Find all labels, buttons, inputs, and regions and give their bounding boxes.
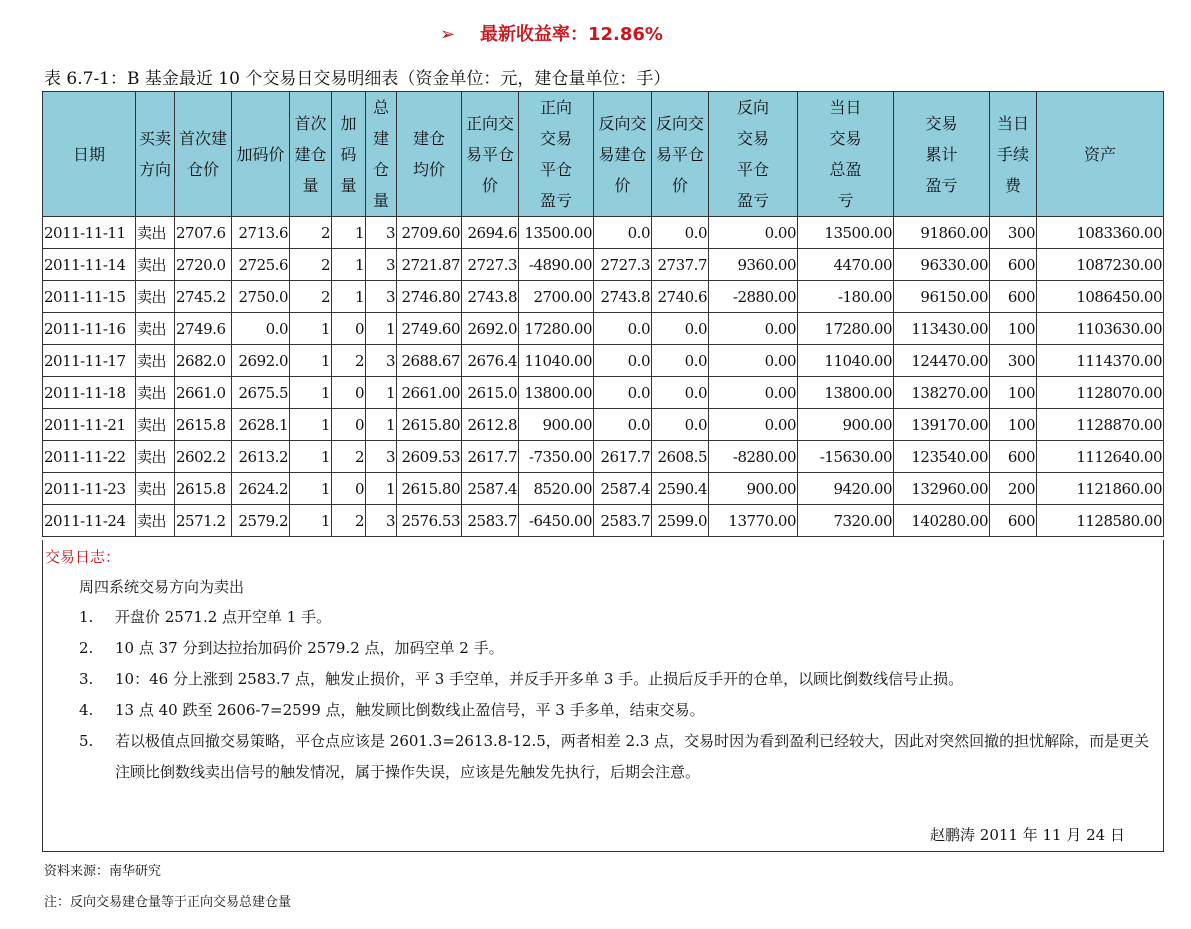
table-cell: 0.00 bbox=[709, 345, 798, 377]
column-header: 加码价 bbox=[232, 92, 290, 217]
table-cell: 卖出 bbox=[136, 473, 175, 505]
table-cell: 0.0 bbox=[652, 217, 709, 249]
table-cell: 100 bbox=[990, 313, 1037, 345]
table-cell: 124470.00 bbox=[894, 345, 990, 377]
table-cell: 2615.80 bbox=[397, 409, 462, 441]
table-cell: 2 bbox=[290, 217, 332, 249]
table-cell: 96330.00 bbox=[894, 249, 990, 281]
table-cell: 0.0 bbox=[652, 409, 709, 441]
table-cell: 1 bbox=[366, 313, 397, 345]
table-cell: 900.00 bbox=[798, 409, 894, 441]
table-cell: -7350.00 bbox=[519, 441, 594, 473]
table-row bbox=[43, 249, 1164, 281]
table-cell: 1128070.00 bbox=[1037, 377, 1164, 409]
table-cell: 卖出 bbox=[136, 281, 175, 313]
table-cell: 113430.00 bbox=[894, 313, 990, 345]
table-cell: 13800.00 bbox=[519, 377, 594, 409]
table-cell: 0.0 bbox=[594, 409, 652, 441]
log-item-number: 5. bbox=[79, 732, 94, 750]
table-cell: 13800.00 bbox=[798, 377, 894, 409]
table-cell: 9360.00 bbox=[709, 249, 798, 281]
column-header: 买卖方向 bbox=[136, 92, 175, 217]
table-cell: 3 bbox=[366, 345, 397, 377]
table-cell: 139170.00 bbox=[894, 409, 990, 441]
table-cell: 2707.6 bbox=[175, 217, 232, 249]
table-row bbox=[43, 377, 1164, 409]
table-cell: 卖出 bbox=[136, 441, 175, 473]
table-cell: 2617.7 bbox=[462, 441, 519, 473]
table-cell: 1 bbox=[290, 345, 332, 377]
table-cell: 600 bbox=[990, 505, 1037, 537]
log-item bbox=[79, 695, 1164, 726]
column-header: 日期 bbox=[43, 92, 136, 217]
table-cell: 2612.8 bbox=[462, 409, 519, 441]
table-cell: 138270.00 bbox=[894, 377, 990, 409]
trade-detail-table bbox=[42, 91, 1164, 537]
column-header: 当日手续费 bbox=[990, 92, 1037, 217]
table-cell: 2583.7 bbox=[594, 505, 652, 537]
table-cell: 1086450.00 bbox=[1037, 281, 1164, 313]
table-cell: 卖出 bbox=[136, 249, 175, 281]
table-cell: 2692.0 bbox=[232, 345, 290, 377]
table-cell: 17280.00 bbox=[798, 313, 894, 345]
table-cell: 1 bbox=[366, 473, 397, 505]
table-cell: 2615.0 bbox=[462, 377, 519, 409]
table-cell: 2599.0 bbox=[652, 505, 709, 537]
table-cell: 2617.7 bbox=[594, 441, 652, 473]
table-cell: 2725.6 bbox=[232, 249, 290, 281]
table-row bbox=[43, 409, 1164, 441]
table-cell: 2692.0 bbox=[462, 313, 519, 345]
log-item-number: 1. bbox=[79, 608, 94, 626]
table-cell: -180.00 bbox=[798, 281, 894, 313]
table-cell: 2579.2 bbox=[232, 505, 290, 537]
table-cell: 0.00 bbox=[709, 313, 798, 345]
table-cell: 11040.00 bbox=[519, 345, 594, 377]
table-cell: 2615.8 bbox=[175, 473, 232, 505]
table-cell: 2750.0 bbox=[232, 281, 290, 313]
table-cell: 3 bbox=[366, 281, 397, 313]
table-cell: 2583.7 bbox=[462, 505, 519, 537]
table-cell: 2587.4 bbox=[462, 473, 519, 505]
table-row bbox=[43, 313, 1164, 345]
table-cell: 2700.00 bbox=[519, 281, 594, 313]
table-cell: 2624.2 bbox=[232, 473, 290, 505]
table-cell: 9420.00 bbox=[798, 473, 894, 505]
table-cell: 2694.6 bbox=[462, 217, 519, 249]
table-cell: 0.0 bbox=[594, 217, 652, 249]
table-cell: 900.00 bbox=[519, 409, 594, 441]
table-cell: 3 bbox=[366, 249, 397, 281]
table-caption: 表 6.7-1：B 基金最近 10 个交易日交易明细表（资金单位：元，建仓量单位：手） bbox=[44, 69, 671, 89]
table-cell: 1087230.00 bbox=[1037, 249, 1164, 281]
table-cell: 2587.4 bbox=[594, 473, 652, 505]
table-cell: 2628.1 bbox=[232, 409, 290, 441]
table-cell: 2576.53 bbox=[397, 505, 462, 537]
table-cell: 100 bbox=[990, 409, 1037, 441]
table-cell: 0.00 bbox=[709, 409, 798, 441]
table-cell: 2682.0 bbox=[175, 345, 232, 377]
table-cell: -2880.00 bbox=[709, 281, 798, 313]
table-cell: 1 bbox=[366, 377, 397, 409]
table-cell: 0.0 bbox=[652, 313, 709, 345]
table-cell: 卖出 bbox=[136, 505, 175, 537]
table-row bbox=[43, 473, 1164, 505]
column-header: 交易累计盈亏 bbox=[894, 92, 990, 217]
table-cell: 200 bbox=[990, 473, 1037, 505]
table-cell: 2 bbox=[332, 441, 366, 473]
table-cell: 4470.00 bbox=[798, 249, 894, 281]
table-cell: 卖出 bbox=[136, 377, 175, 409]
table-cell: 2011-11-24 bbox=[43, 505, 136, 537]
log-item bbox=[79, 602, 1164, 633]
table-cell: 2709.60 bbox=[397, 217, 462, 249]
table-cell: 1128870.00 bbox=[1037, 409, 1164, 441]
table-cell: 7320.00 bbox=[798, 505, 894, 537]
latest-return-rate: 最新收益率：12.86% bbox=[480, 24, 663, 45]
table-cell: -6450.00 bbox=[519, 505, 594, 537]
table-cell: 1 bbox=[332, 249, 366, 281]
log-item-number: 3. bbox=[79, 670, 94, 688]
table-cell: 1128580.00 bbox=[1037, 505, 1164, 537]
table-cell: 1 bbox=[290, 313, 332, 345]
arrow-bullet-icon: ➢ bbox=[440, 24, 456, 45]
table-cell: 132960.00 bbox=[894, 473, 990, 505]
table-cell: 0 bbox=[332, 377, 366, 409]
table-cell: 2590.4 bbox=[652, 473, 709, 505]
table-row bbox=[43, 345, 1164, 377]
table-cell: 300 bbox=[990, 345, 1037, 377]
table-cell: 2011-11-18 bbox=[43, 377, 136, 409]
table-cell: 0.0 bbox=[232, 313, 290, 345]
log-item-text: 开盘价 2571.2 点开空单 1 手。 bbox=[115, 608, 332, 626]
table-cell: 600 bbox=[990, 441, 1037, 473]
table-cell: 2675.5 bbox=[232, 377, 290, 409]
table-cell: 1 bbox=[290, 377, 332, 409]
table-cell: 0 bbox=[332, 473, 366, 505]
table-cell: 140280.00 bbox=[894, 505, 990, 537]
table-cell: 1 bbox=[332, 281, 366, 313]
table-cell: 1 bbox=[290, 409, 332, 441]
column-header: 首次建仓量 bbox=[290, 92, 332, 217]
table-cell: 3 bbox=[366, 441, 397, 473]
table-cell: 2745.2 bbox=[175, 281, 232, 313]
table-cell: 0.0 bbox=[652, 345, 709, 377]
table-row bbox=[43, 281, 1164, 313]
table-cell: 11040.00 bbox=[798, 345, 894, 377]
table-cell: 2613.2 bbox=[232, 441, 290, 473]
table-cell: 1103630.00 bbox=[1037, 313, 1164, 345]
table-cell: 2749.60 bbox=[397, 313, 462, 345]
table-cell: -8280.00 bbox=[709, 441, 798, 473]
table-cell: 1121860.00 bbox=[1037, 473, 1164, 505]
column-header: 当日交易总盈亏 bbox=[798, 92, 894, 217]
table-cell: 1 bbox=[290, 505, 332, 537]
table-cell: 2011-11-15 bbox=[43, 281, 136, 313]
table-cell: 123540.00 bbox=[894, 441, 990, 473]
table-cell: 600 bbox=[990, 281, 1037, 313]
log-item-number: 4. bbox=[79, 701, 94, 719]
table-cell: 96150.00 bbox=[894, 281, 990, 313]
table-cell: 卖出 bbox=[136, 345, 175, 377]
table-cell: 13500.00 bbox=[519, 217, 594, 249]
source-note: 资料来源：南华研究 bbox=[44, 864, 162, 879]
column-header: 正向交易平仓盈亏 bbox=[519, 92, 594, 217]
table-cell: 2661.0 bbox=[175, 377, 232, 409]
table-cell: 0.0 bbox=[594, 377, 652, 409]
table-cell: 91860.00 bbox=[894, 217, 990, 249]
log-item-text: 10 点 37 分到达拉抬加码价 2579.2 点，加码空单 2 手。 bbox=[115, 639, 504, 657]
table-cell: 2743.8 bbox=[462, 281, 519, 313]
log-item-text: 13 点 40 跌至 2606-7=2599 点，触发顾比倒数线止盈信号，平 3 手多单，结束交易。 bbox=[115, 701, 705, 719]
table-cell: 2 bbox=[332, 505, 366, 537]
table-cell: -4890.00 bbox=[519, 249, 594, 281]
table-cell: 2011-11-21 bbox=[43, 409, 136, 441]
table-cell: 2609.53 bbox=[397, 441, 462, 473]
table-cell: 2571.2 bbox=[175, 505, 232, 537]
footnote: 注：反向交易建仓量等于正向交易总建仓量 bbox=[44, 895, 292, 910]
table-cell: 2720.0 bbox=[175, 249, 232, 281]
table-cell: 卖出 bbox=[136, 217, 175, 249]
table-cell: 0.0 bbox=[594, 313, 652, 345]
headline bbox=[440, 20, 663, 46]
table-cell: 2011-11-16 bbox=[43, 313, 136, 345]
table-cell: 2688.67 bbox=[397, 345, 462, 377]
table-cell: 2721.87 bbox=[397, 249, 462, 281]
log-item-text: 10：46 分上涨到 2583.7 点，触发止损价，平 3 手空单，并反手开多单 3 手。止损后反手开的仓单，以顾比倒数线信号止损。 bbox=[115, 670, 964, 688]
table-cell: 2713.6 bbox=[232, 217, 290, 249]
table-cell: 2011-11-22 bbox=[43, 441, 136, 473]
log-item bbox=[79, 633, 1164, 664]
table-cell: 8520.00 bbox=[519, 473, 594, 505]
log-item bbox=[79, 664, 1164, 695]
column-header: 建仓均价 bbox=[397, 92, 462, 217]
trade-log bbox=[42, 540, 1164, 852]
table-cell: 0.00 bbox=[709, 217, 798, 249]
table-cell: 13770.00 bbox=[709, 505, 798, 537]
table-cell: 卖出 bbox=[136, 313, 175, 345]
table-cell: 1 bbox=[290, 473, 332, 505]
table-cell: 0 bbox=[332, 409, 366, 441]
table-cell: 1083360.00 bbox=[1037, 217, 1164, 249]
table-cell: -15630.00 bbox=[798, 441, 894, 473]
column-header: 反向交易平仓价 bbox=[652, 92, 709, 217]
table-cell: 2011-11-14 bbox=[43, 249, 136, 281]
column-header: 正向交易平仓价 bbox=[462, 92, 519, 217]
table-cell: 0 bbox=[332, 313, 366, 345]
table-cell: 2 bbox=[290, 249, 332, 281]
table-cell: 1 bbox=[290, 441, 332, 473]
table-cell: 900.00 bbox=[709, 473, 798, 505]
table-cell: 2615.8 bbox=[175, 409, 232, 441]
log-signature: 赵鹏涛 2011 年 11 月 24 日 bbox=[930, 826, 1125, 844]
table-cell: 17280.00 bbox=[519, 313, 594, 345]
table-cell: 2661.00 bbox=[397, 377, 462, 409]
table-cell: 2676.4 bbox=[462, 345, 519, 377]
column-header: 加码量 bbox=[332, 92, 366, 217]
table-cell: 100 bbox=[990, 377, 1037, 409]
table-cell: 1 bbox=[332, 217, 366, 249]
log-item-number: 2. bbox=[79, 639, 94, 657]
table-cell: 0.0 bbox=[652, 377, 709, 409]
table-cell: 2737.7 bbox=[652, 249, 709, 281]
table-cell: 2608.5 bbox=[652, 441, 709, 473]
table-cell: 13500.00 bbox=[798, 217, 894, 249]
table-cell: 1112640.00 bbox=[1037, 441, 1164, 473]
column-header: 总建仓量 bbox=[366, 92, 397, 217]
table-row bbox=[43, 505, 1164, 537]
table-cell: 0.0 bbox=[594, 345, 652, 377]
column-header: 反向交易建仓价 bbox=[594, 92, 652, 217]
table-cell: 2 bbox=[332, 345, 366, 377]
table-cell: 2 bbox=[290, 281, 332, 313]
table-cell: 2602.2 bbox=[175, 441, 232, 473]
table-cell: 3 bbox=[366, 217, 397, 249]
column-header: 资产 bbox=[1037, 92, 1164, 217]
table-cell: 2727.3 bbox=[462, 249, 519, 281]
table-cell: 2615.80 bbox=[397, 473, 462, 505]
table-cell: 3 bbox=[366, 505, 397, 537]
table-cell: 2011-11-11 bbox=[43, 217, 136, 249]
table-cell: 600 bbox=[990, 249, 1037, 281]
table-cell: 300 bbox=[990, 217, 1037, 249]
log-item-text: 若以极值点回撤交易策略，平仓点应该是 2601.3=2613.8-12.5，两者相差 2.3 点，交易时因为看到盈利已经较大，因此对突然回撤的担忧解除，而是更关注顾比倒数线卖出信号的触发情况，属于操作失误，应该是先触发先执行，后期会注意。 bbox=[115, 732, 1150, 781]
log-list bbox=[79, 602, 1164, 788]
table-cell: 2727.3 bbox=[594, 249, 652, 281]
table-row bbox=[43, 441, 1164, 473]
column-header: 反向交易平仓盈亏 bbox=[709, 92, 798, 217]
table-cell: 2746.80 bbox=[397, 281, 462, 313]
table-cell: 2743.8 bbox=[594, 281, 652, 313]
table-cell: 2749.6 bbox=[175, 313, 232, 345]
log-title: 交易日志： bbox=[45, 548, 121, 566]
table-cell: 1114370.00 bbox=[1037, 345, 1164, 377]
table-cell: 2011-11-23 bbox=[43, 473, 136, 505]
log-item bbox=[79, 726, 1164, 788]
table-cell: 2740.6 bbox=[652, 281, 709, 313]
table-cell: 卖出 bbox=[136, 409, 175, 441]
table-cell: 0.00 bbox=[709, 377, 798, 409]
table-cell: 1 bbox=[366, 409, 397, 441]
table-cell: 2011-11-17 bbox=[43, 345, 136, 377]
table-header-row bbox=[43, 92, 1164, 217]
column-header: 首次建仓价 bbox=[175, 92, 232, 217]
table-row bbox=[43, 217, 1164, 249]
log-intro: 周四系统交易方向为卖出 bbox=[79, 578, 245, 596]
